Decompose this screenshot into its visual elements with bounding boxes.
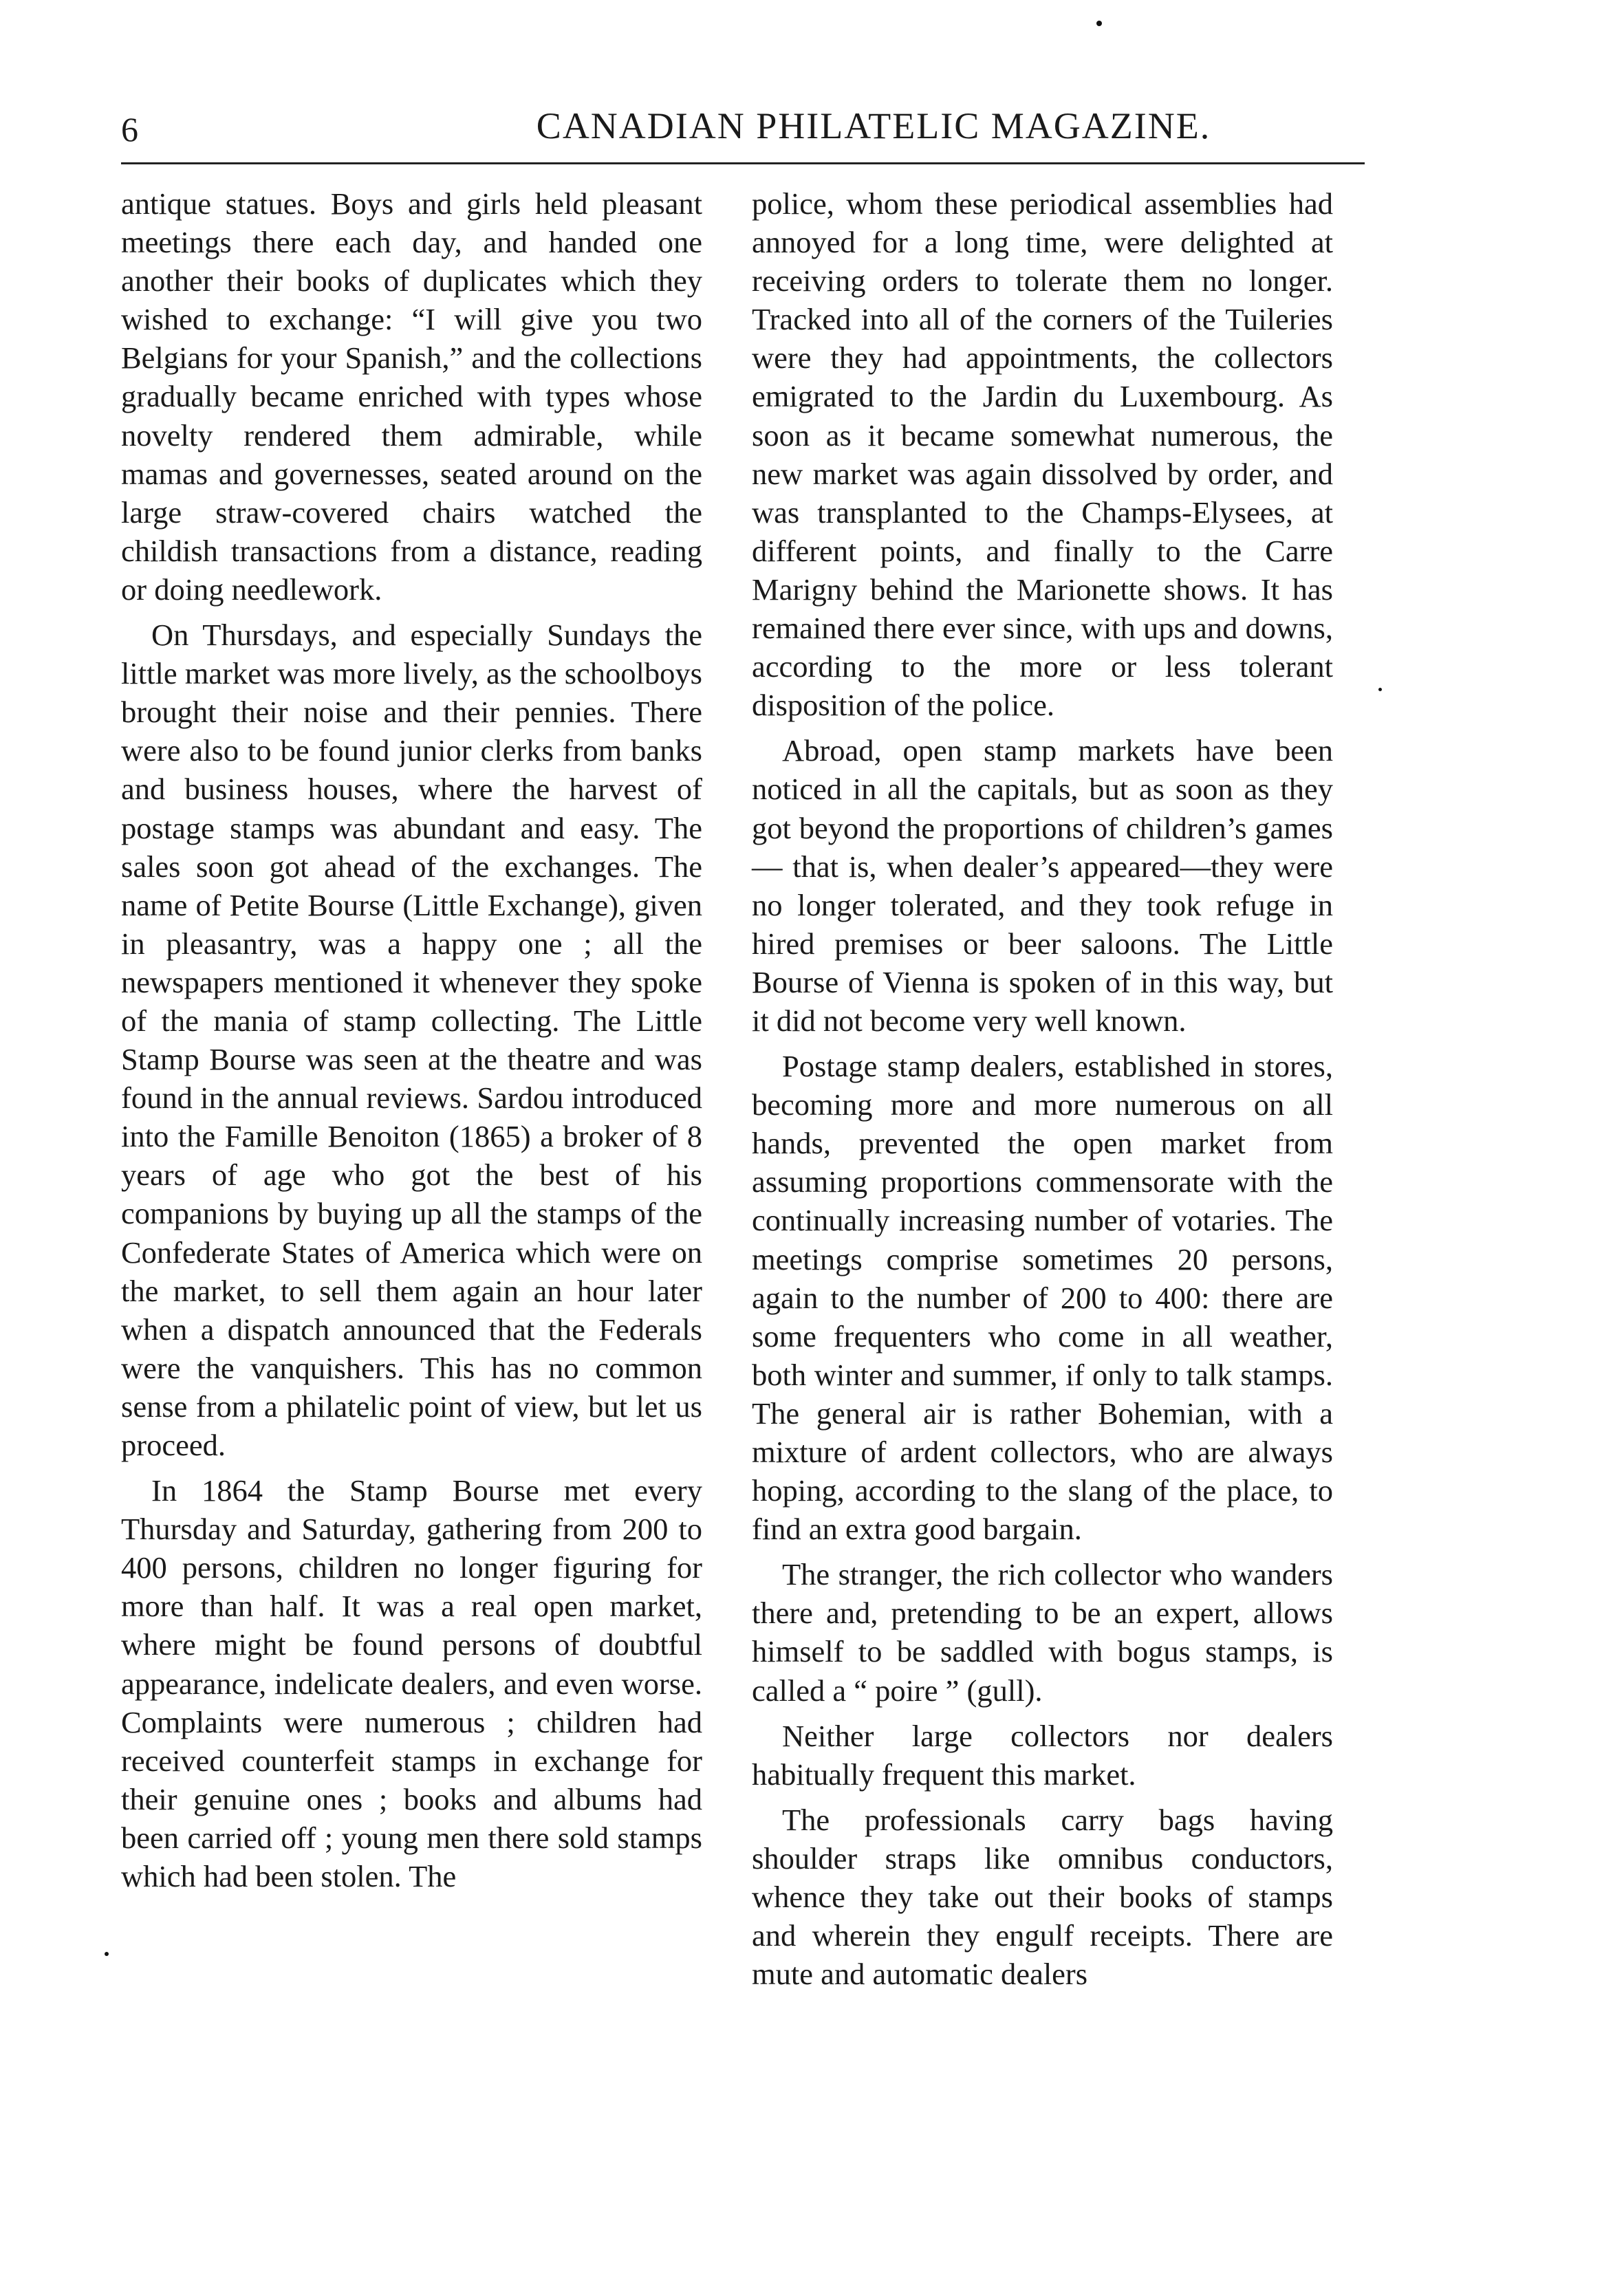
right-column <box>752 184 1333 1993</box>
header-rule <box>121 162 1365 164</box>
paragraph: The professionals carry bags having shoulder straps like omnibus conductors, whence they take out their books of stamps and wherein they engulf receipts. There are mute and automatic dealers <box>752 1802 1333 1992</box>
paragraph: antique statues. Boys and girls held pleasant meetings there each day, and handed one another their books of duplicates which they wished to exchange: “I will give you two Belgians for your Spanish,” and the collections gradually became enriched with types whose novelty rendered them admirable, while mamas and governesses, seated around on the large straw-covered chairs watched the childish transactions from a distance, reading or doing needlework. <box>121 186 702 607</box>
paragraph: Abroad, open stamp markets have been noticed in all the capitals, but as soon as they got beyond the proportions of children’s games — that is, when dealer’s appeared—they were no longer tolerated, and they took refuge in hired premises or beer saloons. The Little Bourse of Vienna is spoken of in this way, but it did not become very well known. <box>752 733 1333 1038</box>
paragraph: The stranger, the rich collector who wanders there and, pretending to be an expert, allows himself to be saddled with bogus stamps, is called a “ poire ” (gull). <box>752 1557 1333 1708</box>
paragraph: police, whom these periodical assemblies had annoyed for a long time, were delighted at receiving orders to tolerate them no longer. Tracked into all of the corners of the Tuileries were they had appointments, the collectors emigrated to the Jardin du Luxembourg. As soon as it became somewhat numerous, the new market was again dissolved by order, and was transplanted to the Champs-Elysees, at different points, and finally to the Carre Marigny behind the Marionette shows. It has remained there ever since, with ups and downs, according to the more or less tolerant disposition of the police. <box>752 186 1333 723</box>
left-column <box>121 184 702 1895</box>
print-speck <box>1378 688 1382 691</box>
print-speck <box>105 1952 109 1956</box>
paragraph: On Thursdays, and especially Sundays the little market was more lively, as the schoolboys brought their noise and their pennies. There were also to be found junior clerks from banks and business houses, where the harvest of postage stamps was abundant and easy. The sales soon got ahead of the exchanges. The name of Petite Bourse (Little Exchange), given in pleasantry, was a happy one ; all the newspapers mentioned it whenever they spoke of the mania of stamp collecting. The Little Stamp Bourse was seen at the theatre and was found in the annual reviews. Sardou introduced into the Famille Benoiton (1865) a broker of 8 years of age who got the best of his companions by buying up all the stamps of the Confederate States of America which were on the market, to sell them again an hour later when a dispatch announced that the Federals were the vanquishers. This has no common sense from a philatelic point of view, but let us proceed. <box>121 618 702 1462</box>
paragraph: Postage stamp dealers, established in stores, becoming more and more numerous on all hands, prevented the open market from assuming proportions commensorate with the continually increasing number of votaries. The meetings comprise sometimes 20 persons, again to the number of 200 to 400: there are some frequenters who come in all weather, both winter and summer, if only to talk stamps. The general air is rather Bohemian, with a mixture of ardent collectors, who are always hoping, according to the slang of the place, to find an extra good bargain. <box>752 1049 1333 1547</box>
paragraph: In 1864 the Stamp Bourse met every Thursday and Saturday, gathering from 200 to 400 persons, children no longer figuring for more than half. It was a real open market, where might be found persons of doubtful appearance, indelicate dealers, and even worse. Complaints were numerous ; children had received counterfeit stamps in exchange for their genuine ones ; books and albums had been carried off ; young men there sold stamps which had been stolen. The <box>121 1473 702 1894</box>
print-speck <box>1096 21 1102 26</box>
paragraph: Neither large collectors nor dealers habitually frequent this market. <box>752 1718 1333 1792</box>
page-number: 6 <box>121 110 138 149</box>
running-title: CANADIAN PHILATELIC MAGAZINE. <box>536 105 1211 146</box>
